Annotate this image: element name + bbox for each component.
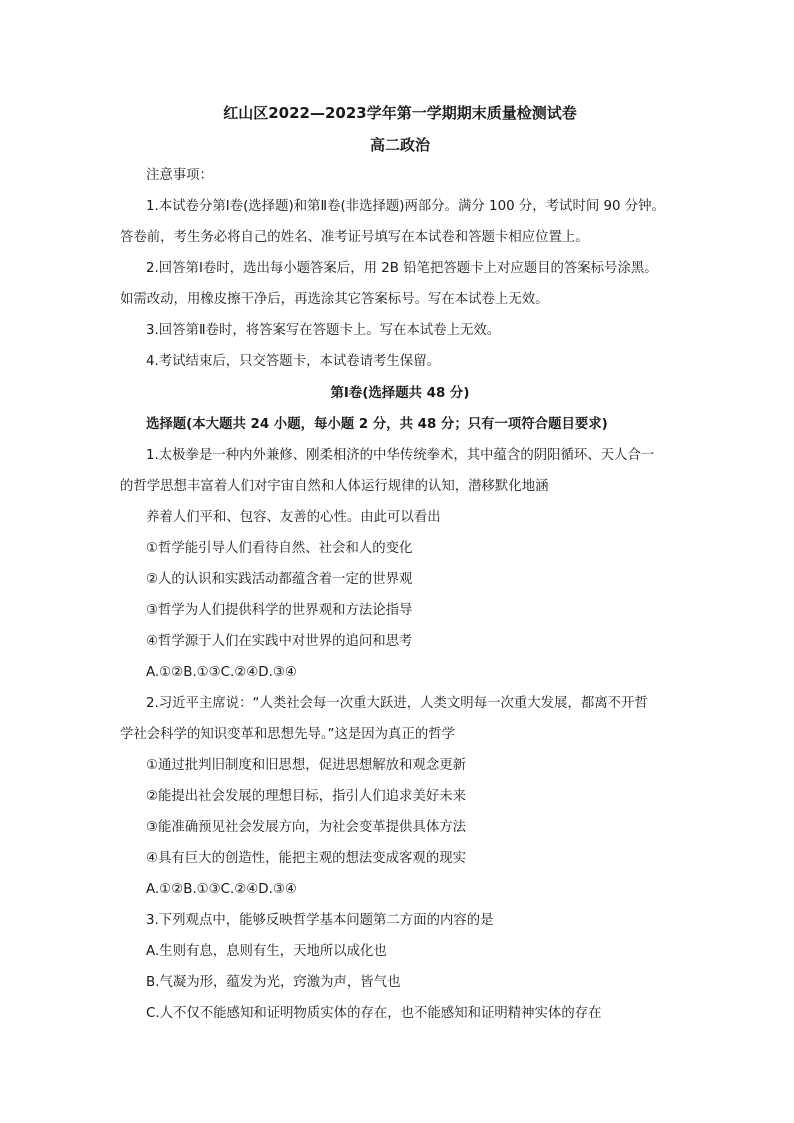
q1-stem-line-3: 养着人们平和、包容、友善的心性。由此可以看出 xyxy=(146,510,441,525)
q2-option-3: ③能准确预见社会发展方向，为社会变革提供具体方法 xyxy=(146,820,466,835)
notice-item-2: 2.回答第Ⅰ卷时，选出每小题答案后，用 2B 铅笔把答题卡上对应题目的答案标号涂黑。 xyxy=(146,261,658,276)
q2-choices: A.①②B.①③C.②④D.③④ xyxy=(146,882,297,897)
q1-option-2: ②人的认识和实践活动都蕴含着一定的世界观 xyxy=(146,572,413,587)
q1-option-4: ④哲学源于人们在实践中对世界的追问和思考 xyxy=(146,634,413,649)
q3-stem: 3.下列观点中，能够反映哲学基本问题第二方面的内容的是 xyxy=(146,913,494,928)
q1-option-1: ①哲学能引导人们看待自然、社会和人的变化 xyxy=(146,541,413,556)
q2-option-1: ①通过批判旧制度和旧思想，促进思想解放和观念更新 xyxy=(146,758,466,773)
notice-item-3: 3.回答第Ⅱ卷时，将答案写在答题卡上。写在本试卷上无效。 xyxy=(146,323,501,338)
exam-title: 红山区2022—2023学年第一学期期末质量检测试卷 xyxy=(223,104,577,122)
q2-option-4: ④具有巨大的创造性，能把主观的想法变成客观的现实 xyxy=(146,851,466,866)
exam-subject: 高二政治 xyxy=(369,136,430,154)
q1-option-3: ③哲学为人们提供科学的世界观和方法论指导 xyxy=(146,603,413,618)
part1-instruction: 选择题(本大题共 24 小题，每小题 2 分，共 48 分；只有一项符合题目要求) xyxy=(146,417,608,432)
q2-stem-line-2: 学社会科学的知识变革和思想先导。”这是因为真正的哲学 xyxy=(120,727,456,742)
q3-option-a: A.生则有息，息则有生，天地所以成化也 xyxy=(146,944,387,959)
notice-item-2-cont: 如需改动，用橡皮擦干净后，再选涂其它答案标号。写在本试卷上无效。 xyxy=(120,292,549,307)
q1-stem-line-2: 的哲学思想丰富着人们对宇宙自然和人体运行规律的认知，潜移默化地涵 xyxy=(120,479,549,494)
q3-option-b: B.气凝为形，蕴发为光，窍激为声，皆气也 xyxy=(146,975,401,990)
q2-stem-line-1: 2.习近平主席说：“人类社会每一次重大跃进，人类文明每一次重大发展，都离不开哲 xyxy=(146,696,648,711)
q1-choices: A.①②B.①③C.②④D.③④ xyxy=(146,665,297,680)
notice-heading: 注意事项： xyxy=(146,168,213,183)
notice-item-4: 4.考试结束后，只交答题卡，本试卷请考生保留。 xyxy=(146,354,440,369)
notice-item-1: 1.本试卷分第Ⅰ卷(选择题)和第Ⅱ卷(非选择题)两部分。满分 100 分，考试时间 90 分钟。 xyxy=(146,199,665,214)
notice-item-1-cont: 答卷前，考生务必将自己的姓名、准考证号填写在本试卷和答题卡相应位置上。 xyxy=(120,230,589,245)
q2-option-2: ②能提出社会发展的理想目标，指引人们追求美好未来 xyxy=(146,789,466,804)
part1-title: 第Ⅰ卷(选择题共 48 分) xyxy=(330,386,470,401)
q3-option-c: C.人不仅不能感知和证明物质实体的存在，也不能感知和证明精神实体的存在 xyxy=(146,1006,602,1021)
q1-stem-line-1: 1.太极拳是一种内外兼修、刚柔相济的中华传统拳术，其中蕴含的阴阳循环、天人合一 xyxy=(146,448,655,463)
